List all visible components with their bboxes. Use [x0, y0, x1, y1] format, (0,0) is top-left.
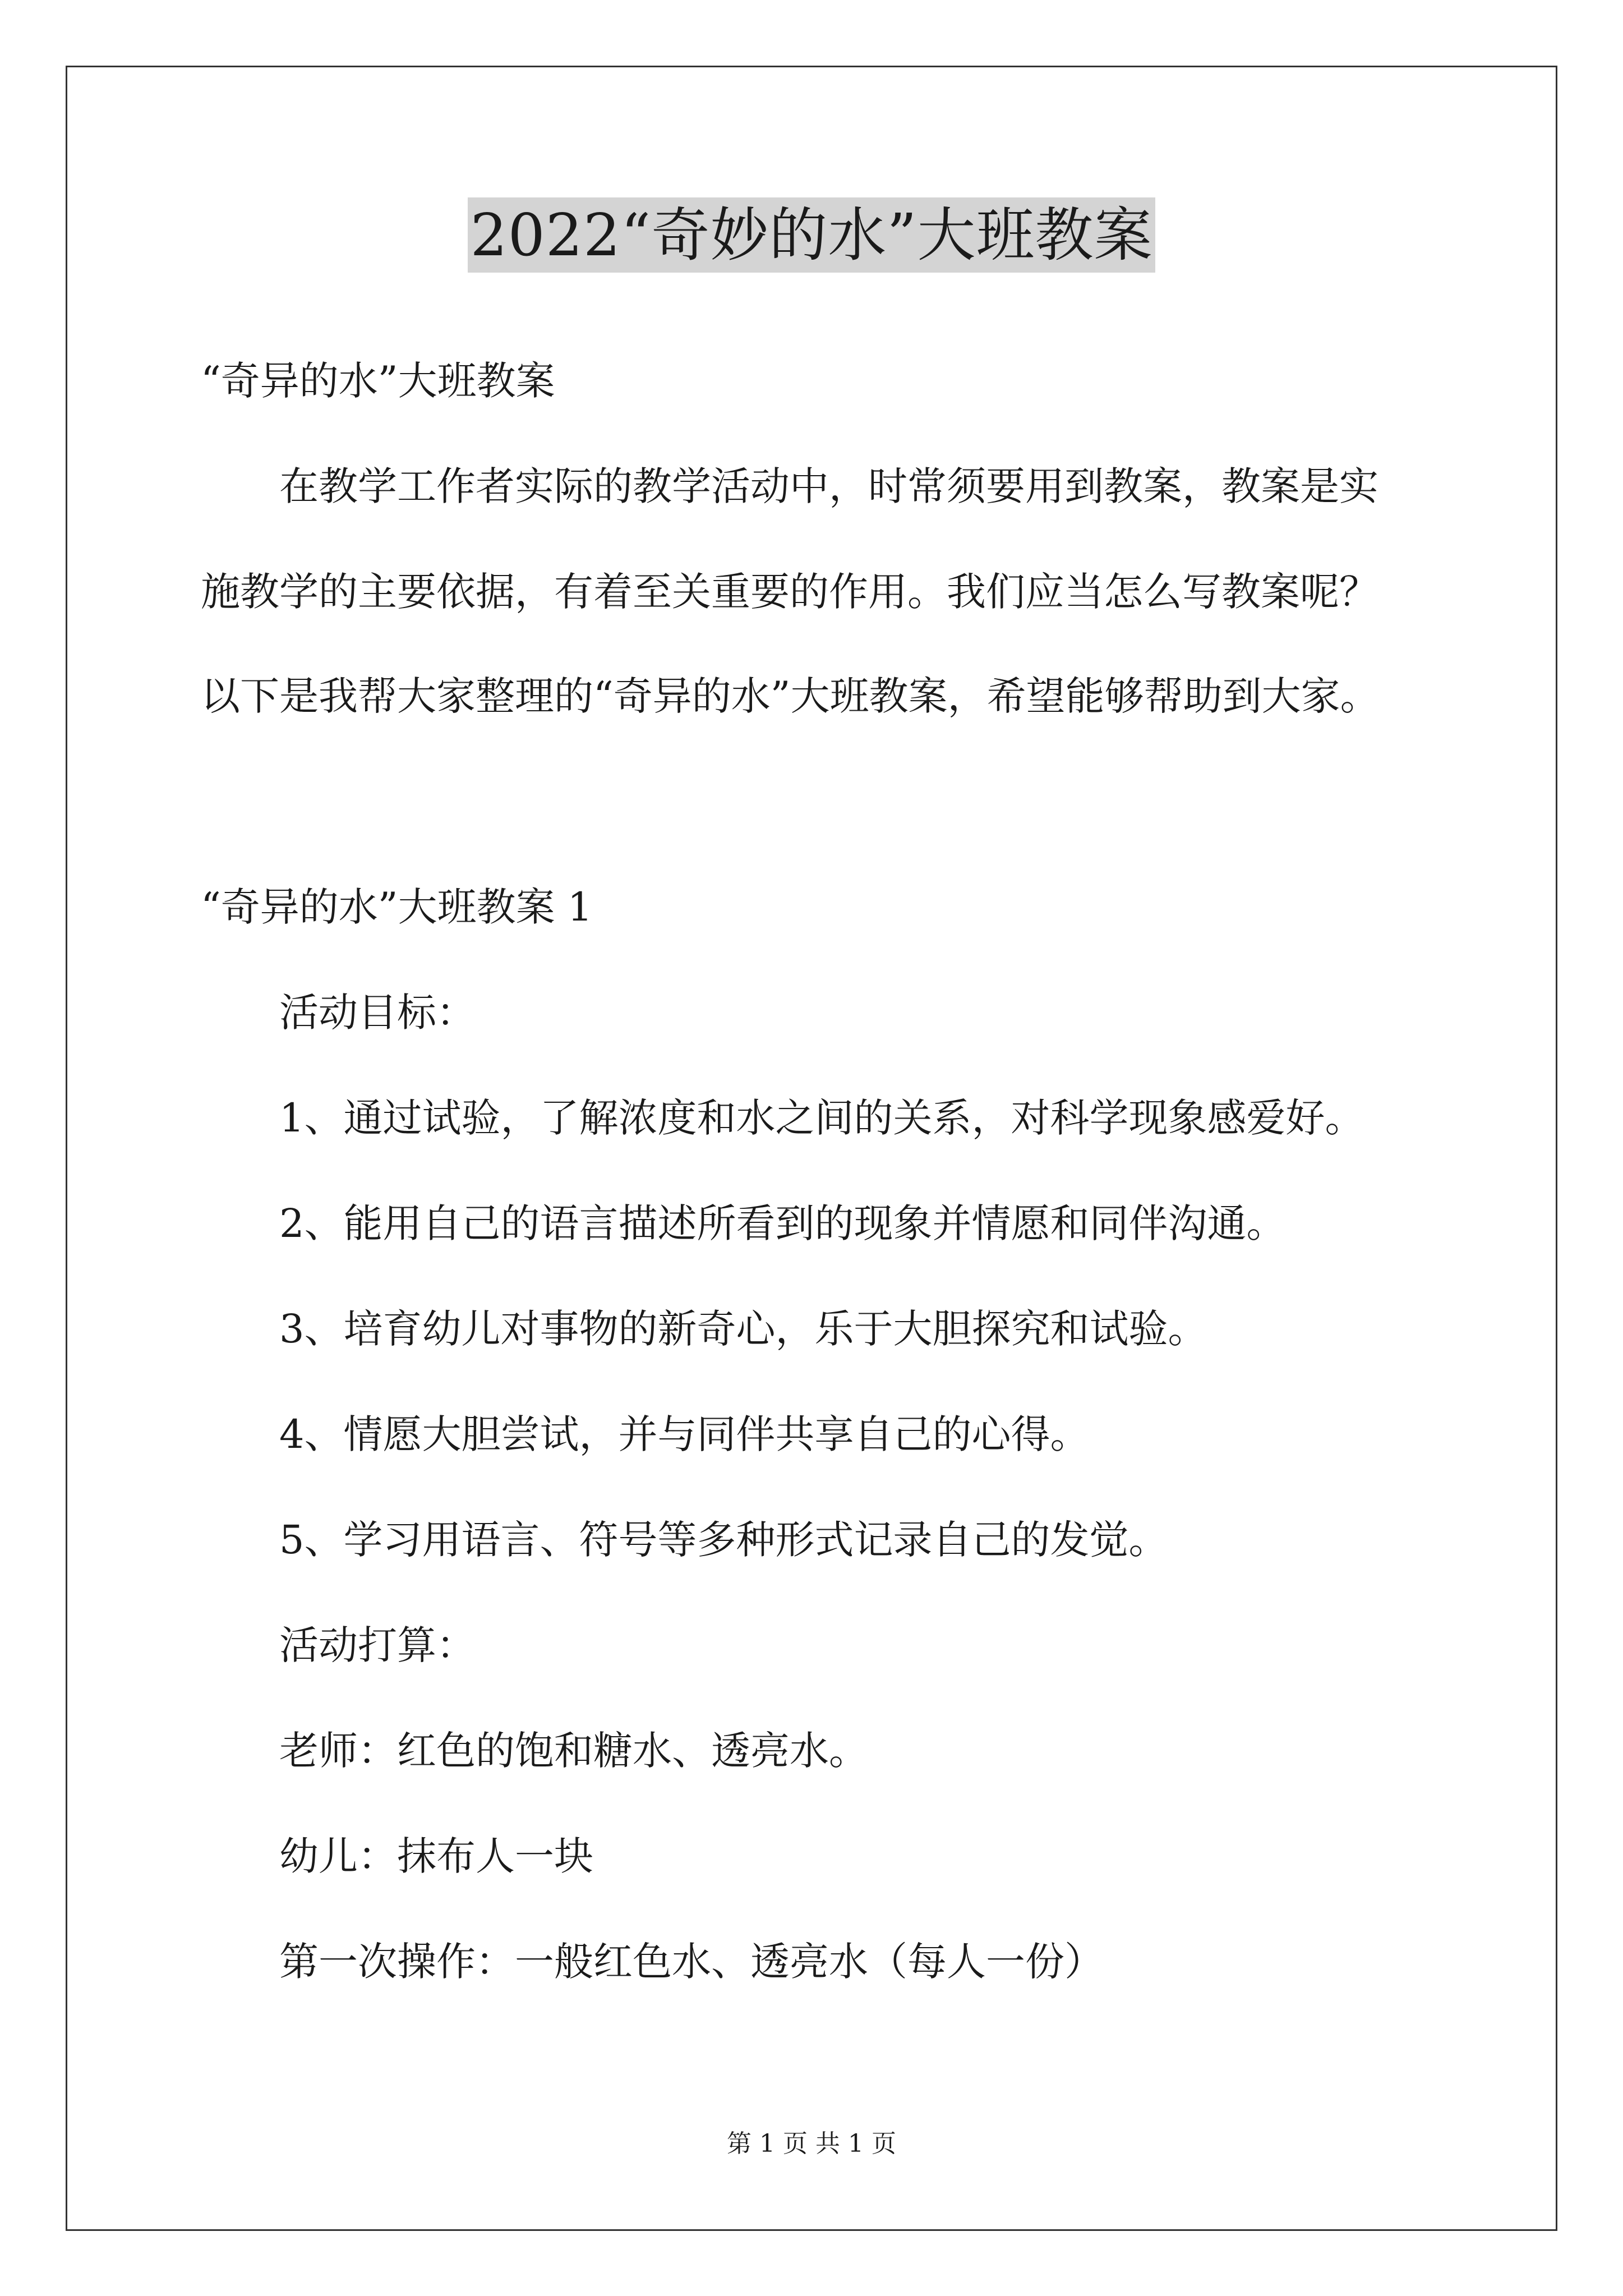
document-title: 2022“奇妙的水”大班教案 [468, 197, 1155, 273]
section-heading: “奇异的水”大班教案 1 [201, 884, 593, 930]
prep-label: 活动打算： [279, 1622, 476, 1668]
prep-item-1: 老师：红色的饱和糖水、透亮水。 [279, 1728, 868, 1774]
goal-item-4: 4、情愿大胆尝试，并与同伴共享自己的心得。 [279, 1411, 1090, 1457]
goal-item-5: 5、学习用语言、符号等多种形式记录自己的发觉。 [279, 1517, 1168, 1563]
goal-item-2: 2、能用自己的语言描述所看到的现象并情愿和同伴沟通。 [279, 1200, 1286, 1246]
goal-item-3: 3、培育幼儿对事物的新奇心，乐于大胆探究和试验。 [279, 1306, 1207, 1352]
prep-item-2: 幼儿：抹布人一块 [279, 1833, 593, 1879]
intro-line-1: 在教学工作者实际的教学活动中，时常须要用到教案，教案是实 [279, 463, 1378, 509]
document-subtitle: “奇异的水”大班教案 [201, 358, 555, 404]
goal-item-1: 1、通过试验，了解浓度和水之间的关系，对科学现象感爱好。 [279, 1095, 1364, 1141]
title-container [0, 197, 1623, 273]
page-footer: 第 1 页 共 1 页 [727, 2129, 896, 2158]
prep-item-3: 第一次操作：一般红色水、透亮水（每人一份） [279, 1939, 1104, 1985]
intro-line-2: 施教学的主要依据，有着至关重要的作用。我们应当怎么写教案呢？ [201, 569, 1378, 615]
intro-line-3: 以下是我帮大家整理的“奇异的水”大班教案，希望能够帮助到大家。 [201, 673, 1380, 719]
goals-label: 活动目标： [279, 990, 476, 1036]
